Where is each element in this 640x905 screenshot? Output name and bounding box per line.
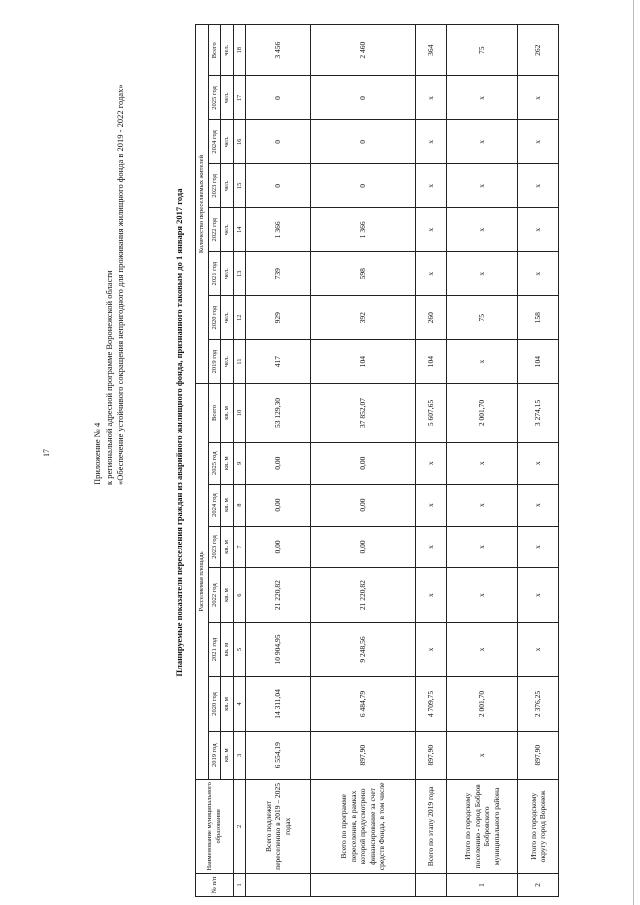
row-name: Итого по городскому округу город Воронеж <box>518 779 559 873</box>
resettlement-table <box>195 24 559 897</box>
header-num: № п/п <box>196 873 234 896</box>
cell: 104 <box>416 340 447 384</box>
column-number: 10 <box>233 384 246 443</box>
cell: 262 <box>518 25 559 76</box>
table-row <box>518 25 559 897</box>
cell: х <box>416 442 447 484</box>
cell: 3 456 <box>246 25 311 76</box>
cell: 6 554,19 <box>246 731 311 779</box>
cell: 0 <box>311 120 416 164</box>
appendix-line: к региональной адресной программе Воронежской области <box>103 270 114 485</box>
cell: х <box>416 164 447 208</box>
header-year: 2021 год <box>208 622 221 676</box>
header-unit: чел. <box>221 25 234 76</box>
cell: 3 274,15 <box>518 384 559 443</box>
cell: х <box>518 76 559 120</box>
column-number: 11 <box>233 340 246 384</box>
cell: 53 129,30 <box>246 384 311 443</box>
cell: 75 <box>447 296 518 340</box>
cell: 21 220,82 <box>311 568 416 622</box>
cell: 897,90 <box>518 731 559 779</box>
cell: 392 <box>311 296 416 340</box>
cell: 75 <box>447 25 518 76</box>
cell: 2 001,70 <box>447 677 518 731</box>
cell: 104 <box>518 340 559 384</box>
header-unit: кв. м <box>221 731 234 779</box>
cell: 9 248,56 <box>311 622 416 676</box>
row-num <box>246 873 311 896</box>
row-num: 1 <box>447 873 518 896</box>
column-number: 7 <box>233 526 246 568</box>
header-name: Наименование муниципального образования <box>196 779 234 873</box>
column-number: 16 <box>233 120 246 164</box>
cell: 897,90 <box>311 731 416 779</box>
cell: 2 376,25 <box>518 677 559 731</box>
header-year: 2023 год <box>208 526 221 568</box>
row-name: Всего подлежит переселению в 2019 – 2025 годах <box>246 779 311 873</box>
header-unit: кв. м <box>221 622 234 676</box>
cell: х <box>447 340 518 384</box>
cell: х <box>416 622 447 676</box>
cell: х <box>447 120 518 164</box>
header-unit: кв. м <box>221 442 234 484</box>
appendix-line: Приложение № 4 <box>92 422 102 485</box>
cell: 0,00 <box>246 484 311 526</box>
column-number: 13 <box>233 252 246 296</box>
cell: 0 <box>311 164 416 208</box>
cell: х <box>518 120 559 164</box>
cell: 0,00 <box>246 442 311 484</box>
column-number: 6 <box>233 568 246 622</box>
column-number: 15 <box>233 164 246 208</box>
table-row-total <box>246 25 311 897</box>
header-unit: кв. м <box>221 384 234 443</box>
cell: 739 <box>246 252 311 296</box>
column-number: 18 <box>233 25 246 76</box>
header-year: 2025 год <box>208 442 221 484</box>
cell: х <box>518 568 559 622</box>
header-unit: чел. <box>221 252 234 296</box>
row-name: Итого по городскому поселению - город Бобров Бобровского муниципального района <box>447 779 518 873</box>
cell: 417 <box>246 340 311 384</box>
header-unit: кв. м <box>221 484 234 526</box>
cell: х <box>518 526 559 568</box>
header-year: 2022 год <box>208 568 221 622</box>
cell: х <box>447 208 518 252</box>
cell: х <box>447 164 518 208</box>
header-unit: чел. <box>221 340 234 384</box>
cell: 0,00 <box>311 484 416 526</box>
scan-edge-line <box>633 0 634 905</box>
table-body <box>246 25 559 897</box>
column-number: 14 <box>233 208 246 252</box>
header-year: 2025 год <box>208 76 221 120</box>
cell: 14 311,04 <box>246 677 311 731</box>
cell: х <box>447 252 518 296</box>
row-num <box>416 873 447 896</box>
cell: 158 <box>518 296 559 340</box>
header-year: Всего <box>208 384 221 443</box>
header-group-area: Расселяемая площадь <box>196 384 209 780</box>
header-unit: чел. <box>221 164 234 208</box>
cell: 37 852,07 <box>311 384 416 443</box>
cell: х <box>447 484 518 526</box>
header-year: 2019 год <box>208 340 221 384</box>
column-number: 2 <box>233 779 246 873</box>
cell: 1 366 <box>311 208 416 252</box>
cell: х <box>447 442 518 484</box>
cell: 0 <box>246 120 311 164</box>
cell: х <box>416 208 447 252</box>
table-row <box>447 25 518 897</box>
cell: 929 <box>246 296 311 340</box>
cell: 0 <box>246 76 311 120</box>
header-unit: кв. м <box>221 568 234 622</box>
cell: х <box>447 568 518 622</box>
cell: х <box>447 526 518 568</box>
header-unit: кв. м <box>221 677 234 731</box>
column-number: 17 <box>233 76 246 120</box>
column-number: 12 <box>233 296 246 340</box>
column-numbers-row <box>233 25 246 897</box>
header-year: 2024 год <box>208 120 221 164</box>
cell: х <box>447 731 518 779</box>
cell: 897,90 <box>416 731 447 779</box>
header-year: 2019 год <box>208 731 221 779</box>
cell: х <box>416 484 447 526</box>
cell: х <box>518 622 559 676</box>
row-num: 2 <box>518 873 559 896</box>
cell: х <box>416 120 447 164</box>
cell: х <box>416 526 447 568</box>
cell: х <box>518 164 559 208</box>
appendix-header <box>92 84 127 485</box>
header-units-row <box>221 25 234 897</box>
header-unit: чел. <box>221 120 234 164</box>
cell: 0 <box>246 164 311 208</box>
cell: 2 460 <box>311 25 416 76</box>
column-number: 1 <box>233 873 246 896</box>
table-row-program <box>311 25 416 897</box>
row-num <box>311 873 416 896</box>
header-year: 2020 год <box>208 296 221 340</box>
header-unit: чел. <box>221 76 234 120</box>
document-title: Планируемые показатели переселения граждан из аварийного жилищного фонда, признанного таковым до 1 января 2017 года <box>174 188 184 677</box>
header-year: 2023 год <box>208 164 221 208</box>
cell: х <box>518 208 559 252</box>
cell: х <box>518 252 559 296</box>
cell: х <box>518 484 559 526</box>
cell: 10 904,95 <box>246 622 311 676</box>
cell: 0,00 <box>246 526 311 568</box>
header-year: Всего <box>208 25 221 76</box>
header-unit: чел. <box>221 296 234 340</box>
column-number: 5 <box>233 622 246 676</box>
cell: 4 709,75 <box>416 677 447 731</box>
cell: 6 484,79 <box>311 677 416 731</box>
cell: 598 <box>311 252 416 296</box>
cell: 0,00 <box>311 442 416 484</box>
cell: х <box>447 622 518 676</box>
cell: х <box>447 76 518 120</box>
column-number: 3 <box>233 731 246 779</box>
cell: 2 001,70 <box>447 384 518 443</box>
header-group-people: Количество переселяемых жителей <box>196 25 209 384</box>
header-year: 2020 год <box>208 677 221 731</box>
cell: х <box>416 76 447 120</box>
header-unit: кв. м <box>221 526 234 568</box>
appendix-line: «Обеспечение устойчивого сокращения непригодного для проживания жилищного фонда в 2019 - 2022 годах» <box>115 84 125 485</box>
column-number: 9 <box>233 442 246 484</box>
cell: 1 366 <box>246 208 311 252</box>
header-year: 2024 год <box>208 484 221 526</box>
row-name: Всего по программе переселения, в рамках которой предусмотрено финансирование за счет средств Фонда, в том числе <box>311 779 416 873</box>
cell: 5 607,65 <box>416 384 447 443</box>
header-year: 2021 год <box>208 252 221 296</box>
cell: х <box>416 568 447 622</box>
header-unit: чел. <box>221 208 234 252</box>
cell: 260 <box>416 296 447 340</box>
header-year: 2022 год <box>208 208 221 252</box>
column-number: 8 <box>233 484 246 526</box>
column-number: 4 <box>233 677 246 731</box>
cell: х <box>416 252 447 296</box>
cell: х <box>518 442 559 484</box>
cell: 364 <box>416 25 447 76</box>
page-number: 17 <box>42 449 51 457</box>
header-years-row <box>208 25 221 897</box>
cell: 0,00 <box>311 526 416 568</box>
cell: 0 <box>311 76 416 120</box>
row-name: Всего по этапу 2019 года <box>416 779 447 873</box>
table-row-stage-2019 <box>416 25 447 897</box>
cell: 21 220,82 <box>246 568 311 622</box>
cell: 104 <box>311 340 416 384</box>
